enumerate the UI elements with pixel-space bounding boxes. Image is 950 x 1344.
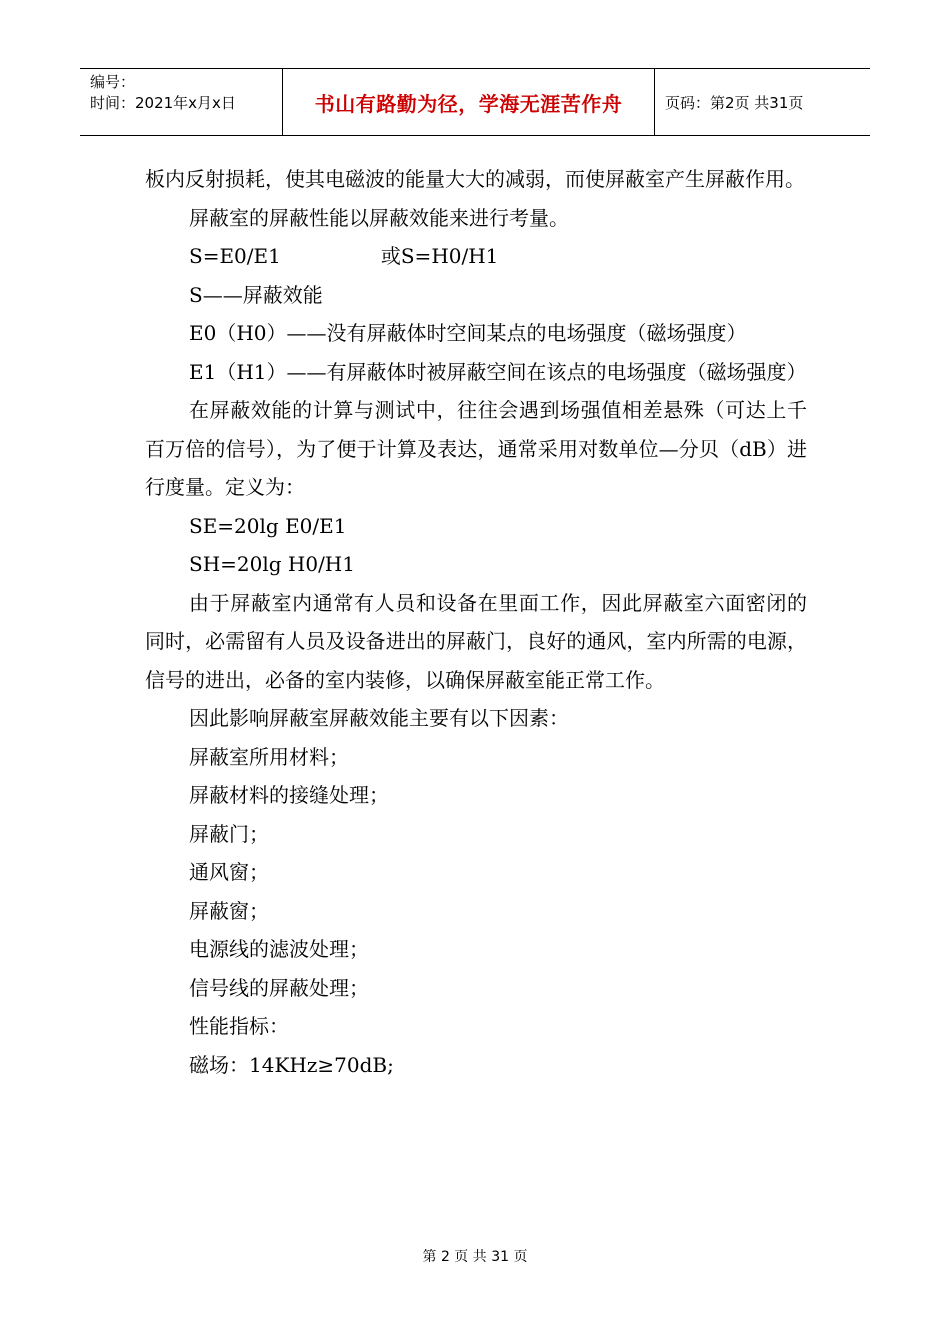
time-label: 时间：2021年x月x日 [90, 94, 236, 112]
formula-shielding-ratio [145, 237, 807, 276]
page-header [80, 68, 870, 136]
formula-h-ratio: 或S=H0/H1 [380, 244, 499, 268]
factor-list-item: 屏蔽材料的接缝处理； [189, 783, 389, 807]
page-footer [0, 1246, 950, 1266]
document-body [145, 160, 807, 1084]
definition-s: S——屏蔽效能 [189, 282, 323, 307]
factor-list-item: 信号线的屏蔽处理； [189, 975, 369, 1000]
definition-e0: E0（H0）——没有屏蔽体时空间某点的电场强度（磁场强度） [189, 321, 747, 345]
paragraph-factors-intro: 因此影响屏蔽室屏蔽效能主要有以下因素： [189, 706, 569, 730]
header-page-label: 页码：第2页 共31页 [665, 93, 804, 112]
paragraph-continuation: 板内反射损耗，使其电磁波的能量大大的减弱，而使屏蔽室产生屏蔽作用。 [145, 167, 805, 191]
header-meta-cell [80, 69, 283, 135]
definition-e1: E1（H1）——有屏蔽体时被屏蔽空间在该点的电场强度（磁场强度） [189, 359, 807, 384]
magnetic-spec: 磁场：14KHz≥70dB; [189, 1052, 394, 1077]
paragraph-room-requirements: 由于屏蔽室内通常有人员和设备在里面工作，因此屏蔽室六面密闭的同时，必需留有人员及设备进出的屏蔽门，良好的通风，室内所需的电源，信号的进出，必备的室内装修，以确保屏蔽室能正常工作。 [145, 590, 807, 692]
header-page-cell [655, 69, 870, 135]
factor-list-item: 屏蔽门； [189, 821, 269, 846]
factor-list-item: 屏蔽窗； [189, 898, 269, 923]
header-motto: 书山有路勤为径，学海无涯苦作舟 [314, 91, 623, 116]
performance-label: 性能指标： [189, 1014, 289, 1038]
factor-list-item: 电源线的滤波处理； [189, 937, 369, 961]
serial-label: 编号： [90, 73, 136, 91]
header-motto-cell [283, 69, 655, 135]
paragraph-decibel: 在屏蔽效能的计算与测试中，往往会遇到场强值相差悬殊（可达上千百万倍的信号），为了便于计算及表达，通常采用对数单位—分贝（dB）进行度量。定义为： [145, 398, 807, 499]
formula-e-ratio: S=E0/E1 [189, 244, 281, 268]
paragraph-shielding-performance: 屏蔽室的屏蔽性能以屏蔽效能来进行考量。 [189, 205, 569, 230]
formula-se: SE=20lg E0/E1 [189, 513, 347, 538]
factor-list-item: 屏蔽室所用材料； [189, 744, 349, 769]
footer-page-number: 第 2 页 共 31 页 [422, 1249, 528, 1265]
formula-sh: SH=20lg H0/H1 [189, 552, 355, 576]
factor-list-item: 通风窗； [189, 860, 269, 884]
